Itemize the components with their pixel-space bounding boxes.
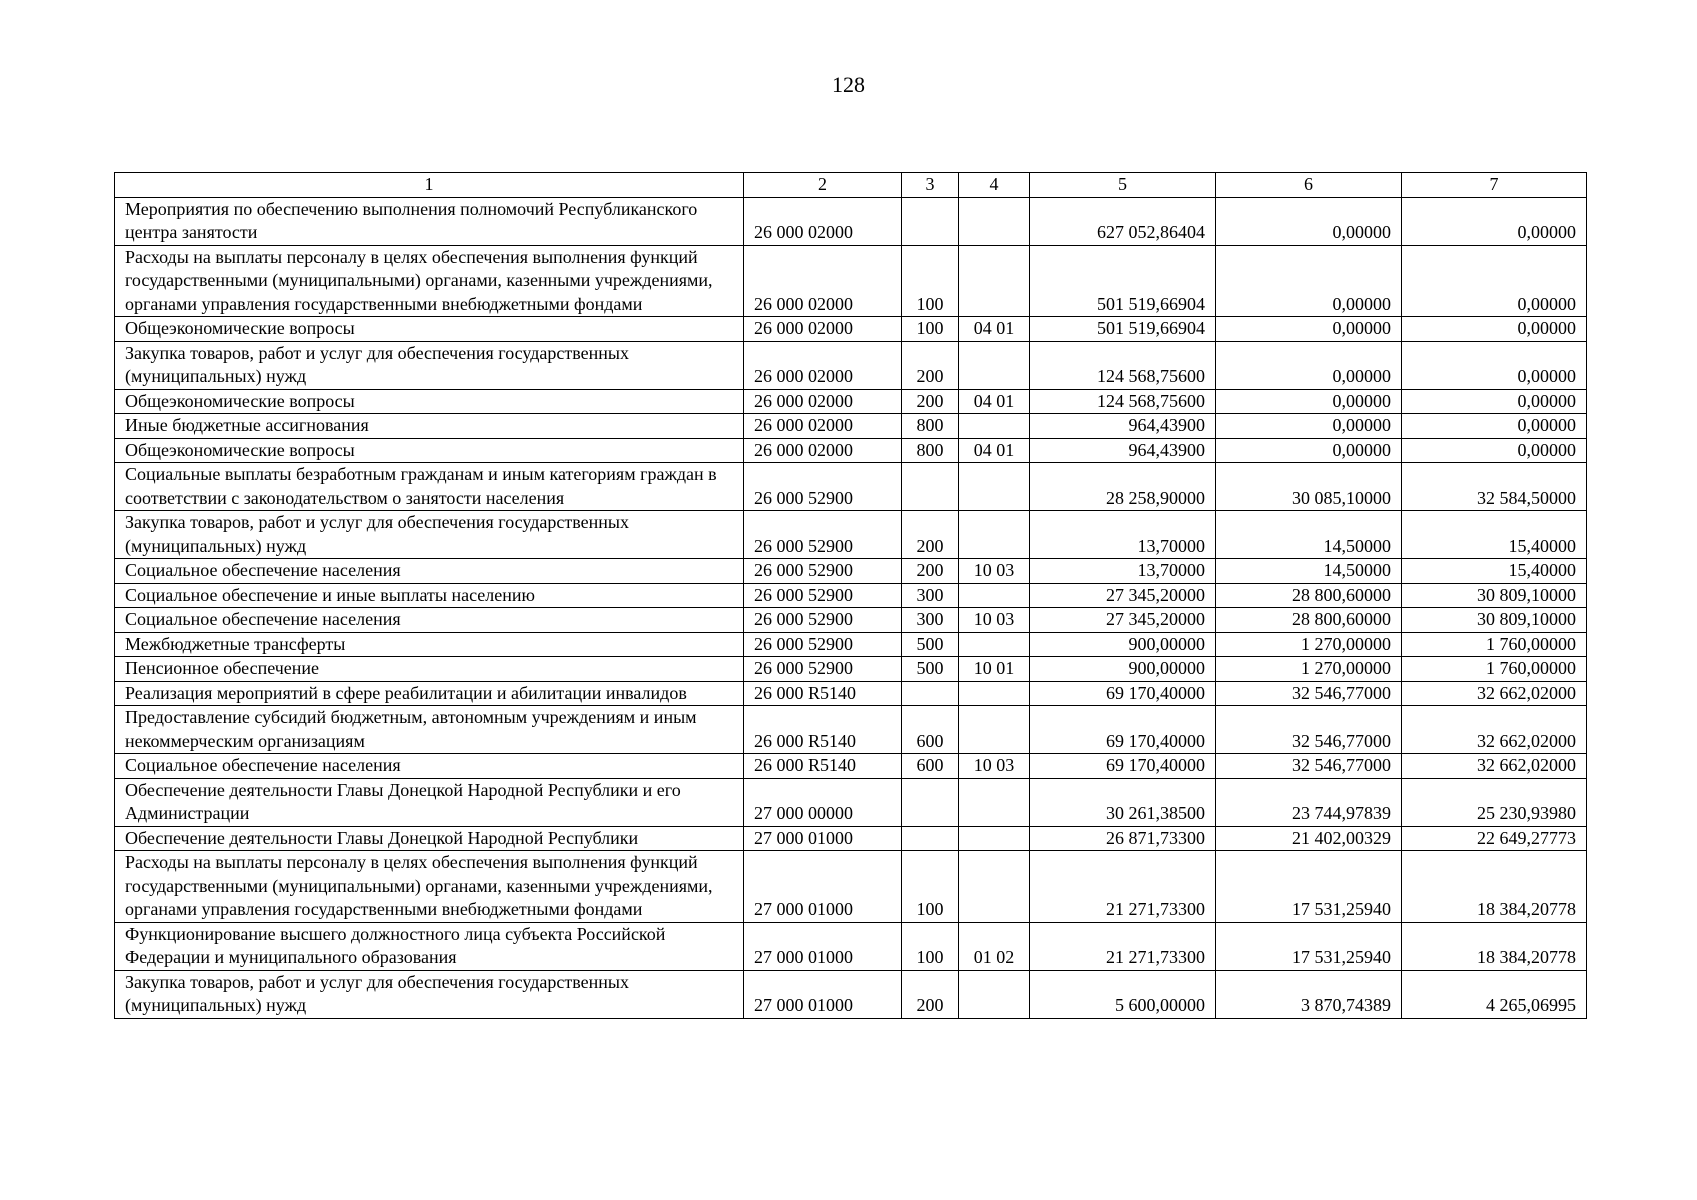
expense-type-cell: 500 xyxy=(902,632,959,657)
target-code-cell: 26 000 02000 xyxy=(744,197,902,245)
amount-col7-cell: 0,00000 xyxy=(1402,197,1587,245)
table-row xyxy=(115,341,1587,389)
expense-type-cell: 500 xyxy=(902,657,959,682)
amount-col5-cell: 124 568,75600 xyxy=(1030,341,1216,389)
table-row xyxy=(115,463,1587,511)
section-code-cell: 01 02 xyxy=(959,922,1030,970)
item-name-cell: Расходы на выплаты персоналу в целях обеспечения выполнения функций государственными (муниципальными) органами, казенными учреждениями, органами управления государственными внебюджетными фондами xyxy=(115,851,744,923)
amount-col7-cell: 4 265,06995 xyxy=(1402,970,1587,1018)
amount-col7-cell: 1 760,00000 xyxy=(1402,632,1587,657)
amount-col5-cell: 28 258,90000 xyxy=(1030,463,1216,511)
amount-col6-cell: 0,00000 xyxy=(1216,414,1402,439)
amount-col6-cell: 1 270,00000 xyxy=(1216,632,1402,657)
expense-type-cell xyxy=(902,197,959,245)
target-code-cell: 27 000 01000 xyxy=(744,970,902,1018)
table-row xyxy=(115,583,1587,608)
section-code-cell xyxy=(959,511,1030,559)
table-row xyxy=(115,438,1587,463)
item-name-cell: Обеспечение деятельности Главы Донецкой Народной Республики и его Администрации xyxy=(115,778,744,826)
amount-col6-cell: 0,00000 xyxy=(1216,197,1402,245)
expense-type-cell: 200 xyxy=(902,511,959,559)
amount-col7-cell: 0,00000 xyxy=(1402,245,1587,317)
amount-col7-cell: 30 809,10000 xyxy=(1402,608,1587,633)
table-row xyxy=(115,706,1587,754)
amount-col5-cell: 900,00000 xyxy=(1030,657,1216,682)
target-code-cell: 27 000 01000 xyxy=(744,826,902,851)
section-code-cell: 10 03 xyxy=(959,559,1030,584)
target-code-cell: 26 000 52900 xyxy=(744,632,902,657)
section-code-cell xyxy=(959,826,1030,851)
target-code-cell: 26 000 02000 xyxy=(744,438,902,463)
amount-col6-cell: 0,00000 xyxy=(1216,438,1402,463)
amount-col7-cell: 0,00000 xyxy=(1402,389,1587,414)
expense-type-cell: 200 xyxy=(902,341,959,389)
item-name-cell: Социальное обеспечение населения xyxy=(115,754,744,779)
amount-col5-cell: 69 170,40000 xyxy=(1030,706,1216,754)
amount-col7-cell: 15,40000 xyxy=(1402,511,1587,559)
expense-type-cell: 100 xyxy=(902,851,959,923)
expense-type-cell: 100 xyxy=(902,922,959,970)
item-name-cell: Закупка товаров, работ и услуг для обеспечения государственных (муниципальных) нужд xyxy=(115,970,744,1018)
amount-col6-cell: 32 546,77000 xyxy=(1216,681,1402,706)
target-code-cell: 26 000 02000 xyxy=(744,341,902,389)
amount-col5-cell: 69 170,40000 xyxy=(1030,681,1216,706)
amount-col5-cell: 13,70000 xyxy=(1030,511,1216,559)
amount-col7-cell: 22 649,27773 xyxy=(1402,826,1587,851)
table-row xyxy=(115,511,1587,559)
amount-col6-cell: 28 800,60000 xyxy=(1216,608,1402,633)
amount-col5-cell: 124 568,75600 xyxy=(1030,389,1216,414)
amount-col5-cell: 5 600,00000 xyxy=(1030,970,1216,1018)
target-code-cell: 26 000 R5140 xyxy=(744,706,902,754)
section-code-cell xyxy=(959,463,1030,511)
table-row xyxy=(115,389,1587,414)
target-code-cell: 26 000 02000 xyxy=(744,414,902,439)
section-code-cell: 04 01 xyxy=(959,317,1030,342)
target-code-cell: 26 000 02000 xyxy=(744,317,902,342)
item-name-cell: Реализация мероприятий в сфере реабилитации и абилитации инвалидов xyxy=(115,681,744,706)
table-row xyxy=(115,851,1587,923)
section-code-cell xyxy=(959,197,1030,245)
section-code-cell xyxy=(959,341,1030,389)
table-row xyxy=(115,778,1587,826)
expense-type-cell: 300 xyxy=(902,583,959,608)
table-row xyxy=(115,970,1587,1018)
amount-col6-cell: 14,50000 xyxy=(1216,511,1402,559)
section-code-cell xyxy=(959,583,1030,608)
amount-col7-cell: 1 760,00000 xyxy=(1402,657,1587,682)
amount-col7-cell: 0,00000 xyxy=(1402,317,1587,342)
amount-col5-cell: 26 871,73300 xyxy=(1030,826,1216,851)
amount-col5-cell: 627 052,86404 xyxy=(1030,197,1216,245)
amount-col6-cell: 0,00000 xyxy=(1216,245,1402,317)
table-row xyxy=(115,681,1587,706)
item-name-cell: Социальные выплаты безработным гражданам и иным категориям граждан в соответствии с законодательством о занятости населения xyxy=(115,463,744,511)
table-row xyxy=(115,559,1587,584)
header-cell: 4 xyxy=(959,173,1030,198)
section-code-cell xyxy=(959,851,1030,923)
amount-col7-cell: 18 384,20778 xyxy=(1402,851,1587,923)
amount-col6-cell: 21 402,00329 xyxy=(1216,826,1402,851)
amount-col5-cell: 900,00000 xyxy=(1030,632,1216,657)
section-code-cell: 10 03 xyxy=(959,754,1030,779)
item-name-cell: Общеэкономические вопросы xyxy=(115,389,744,414)
amount-col5-cell: 501 519,66904 xyxy=(1030,245,1216,317)
expense-type-cell: 200 xyxy=(902,970,959,1018)
budget-table xyxy=(114,172,1587,1019)
table-row xyxy=(115,632,1587,657)
table-row xyxy=(115,414,1587,439)
item-name-cell: Иные бюджетные ассигнования xyxy=(115,414,744,439)
table-row xyxy=(115,245,1587,317)
item-name-cell: Закупка товаров, работ и услуг для обеспечения государственных (муниципальных) нужд xyxy=(115,511,744,559)
amount-col6-cell: 3 870,74389 xyxy=(1216,970,1402,1018)
expense-type-cell: 800 xyxy=(902,414,959,439)
amount-col6-cell: 0,00000 xyxy=(1216,389,1402,414)
amount-col7-cell: 25 230,93980 xyxy=(1402,778,1587,826)
amount-col7-cell: 32 662,02000 xyxy=(1402,706,1587,754)
table-row xyxy=(115,826,1587,851)
section-code-cell: 10 01 xyxy=(959,657,1030,682)
section-code-cell xyxy=(959,245,1030,317)
amount-col7-cell: 32 584,50000 xyxy=(1402,463,1587,511)
amount-col6-cell: 30 085,10000 xyxy=(1216,463,1402,511)
amount-col7-cell: 32 662,02000 xyxy=(1402,754,1587,779)
expense-type-cell xyxy=(902,778,959,826)
amount-col5-cell: 27 345,20000 xyxy=(1030,583,1216,608)
target-code-cell: 26 000 52900 xyxy=(744,608,902,633)
amount-col6-cell: 32 546,77000 xyxy=(1216,706,1402,754)
amount-col7-cell: 32 662,02000 xyxy=(1402,681,1587,706)
amount-col5-cell: 21 271,73300 xyxy=(1030,922,1216,970)
target-code-cell: 26 000 52900 xyxy=(744,559,902,584)
expense-type-cell: 200 xyxy=(902,559,959,584)
target-code-cell: 27 000 00000 xyxy=(744,778,902,826)
section-code-cell xyxy=(959,681,1030,706)
header-cell: 3 xyxy=(902,173,959,198)
section-code-cell xyxy=(959,706,1030,754)
amount-col7-cell: 15,40000 xyxy=(1402,559,1587,584)
expense-type-cell: 100 xyxy=(902,317,959,342)
item-name-cell: Межбюджетные трансферты xyxy=(115,632,744,657)
item-name-cell: Мероприятия по обеспечению выполнения полномочий Республиканского центра занятости xyxy=(115,197,744,245)
item-name-cell: Предоставление субсидий бюджетным, автономным учреждениям и иным некоммерческим организациям xyxy=(115,706,744,754)
amount-col6-cell: 17 531,25940 xyxy=(1216,922,1402,970)
item-name-cell: Закупка товаров, работ и услуг для обеспечения государственных (муниципальных) нужд xyxy=(115,341,744,389)
table-row xyxy=(115,197,1587,245)
amount-col6-cell: 28 800,60000 xyxy=(1216,583,1402,608)
section-code-cell: 10 03 xyxy=(959,608,1030,633)
item-name-cell: Социальное обеспечение населения xyxy=(115,608,744,633)
item-name-cell: Функционирование высшего должностного лица субъекта Российской Федерации и муниципального образования xyxy=(115,922,744,970)
expense-type-cell xyxy=(902,681,959,706)
section-code-cell xyxy=(959,778,1030,826)
amount-col5-cell: 30 261,38500 xyxy=(1030,778,1216,826)
target-code-cell: 26 000 52900 xyxy=(744,511,902,559)
amount-col6-cell: 23 744,97839 xyxy=(1216,778,1402,826)
amount-col6-cell: 14,50000 xyxy=(1216,559,1402,584)
target-code-cell: 26 000 52900 xyxy=(744,583,902,608)
expense-type-cell: 600 xyxy=(902,706,959,754)
amount-col6-cell: 17 531,25940 xyxy=(1216,851,1402,923)
item-name-cell: Обеспечение деятельности Главы Донецкой Народной Республики xyxy=(115,826,744,851)
amount-col7-cell: 18 384,20778 xyxy=(1402,922,1587,970)
header-cell: 5 xyxy=(1030,173,1216,198)
expense-type-cell xyxy=(902,463,959,511)
amount-col6-cell: 1 270,00000 xyxy=(1216,657,1402,682)
amount-col6-cell: 32 546,77000 xyxy=(1216,754,1402,779)
amount-col5-cell: 69 170,40000 xyxy=(1030,754,1216,779)
amount-col7-cell: 0,00000 xyxy=(1402,438,1587,463)
amount-col7-cell: 30 809,10000 xyxy=(1402,583,1587,608)
amount-col5-cell: 964,43900 xyxy=(1030,414,1216,439)
target-code-cell: 26 000 52900 xyxy=(744,657,902,682)
item-name-cell: Расходы на выплаты персоналу в целях обеспечения выполнения функций государственными (муниципальными) органами, казенными учреждениями, органами управления государственными внебюджетными фондами xyxy=(115,245,744,317)
item-name-cell: Общеэкономические вопросы xyxy=(115,438,744,463)
target-code-cell: 26 000 R5140 xyxy=(744,754,902,779)
table-row xyxy=(115,608,1587,633)
header-cell: 6 xyxy=(1216,173,1402,198)
item-name-cell: Социальное обеспечение и иные выплаты населению xyxy=(115,583,744,608)
item-name-cell: Социальное обеспечение населения xyxy=(115,559,744,584)
table-row xyxy=(115,317,1587,342)
expense-type-cell: 300 xyxy=(902,608,959,633)
section-code-cell xyxy=(959,970,1030,1018)
header-cell: 2 xyxy=(744,173,902,198)
header-cell: 1 xyxy=(115,173,744,198)
amount-col7-cell: 0,00000 xyxy=(1402,341,1587,389)
expense-type-cell: 600 xyxy=(902,754,959,779)
expense-type-cell xyxy=(902,826,959,851)
header-row xyxy=(115,173,1587,198)
amount-col6-cell: 0,00000 xyxy=(1216,317,1402,342)
section-code-cell: 04 01 xyxy=(959,438,1030,463)
page-number: 128 xyxy=(832,72,865,97)
target-code-cell: 26 000 02000 xyxy=(744,245,902,317)
table-row xyxy=(115,657,1587,682)
amount-col5-cell: 13,70000 xyxy=(1030,559,1216,584)
section-code-cell xyxy=(959,414,1030,439)
expense-type-cell: 100 xyxy=(902,245,959,317)
table-row xyxy=(115,922,1587,970)
target-code-cell: 26 000 02000 xyxy=(744,389,902,414)
section-code-cell: 04 01 xyxy=(959,389,1030,414)
amount-col5-cell: 501 519,66904 xyxy=(1030,317,1216,342)
item-name-cell: Общеэкономические вопросы xyxy=(115,317,744,342)
header-cell: 7 xyxy=(1402,173,1587,198)
amount-col7-cell: 0,00000 xyxy=(1402,414,1587,439)
expense-type-cell: 800 xyxy=(902,438,959,463)
expense-type-cell: 200 xyxy=(902,389,959,414)
amount-col5-cell: 21 271,73300 xyxy=(1030,851,1216,923)
target-code-cell: 27 000 01000 xyxy=(744,922,902,970)
amount-col6-cell: 0,00000 xyxy=(1216,341,1402,389)
target-code-cell: 27 000 01000 xyxy=(744,851,902,923)
amount-col5-cell: 27 345,20000 xyxy=(1030,608,1216,633)
target-code-cell: 26 000 R5140 xyxy=(744,681,902,706)
target-code-cell: 26 000 52900 xyxy=(744,463,902,511)
table-row xyxy=(115,754,1587,779)
amount-col5-cell: 964,43900 xyxy=(1030,438,1216,463)
item-name-cell: Пенсионное обеспечение xyxy=(115,657,744,682)
section-code-cell xyxy=(959,632,1030,657)
